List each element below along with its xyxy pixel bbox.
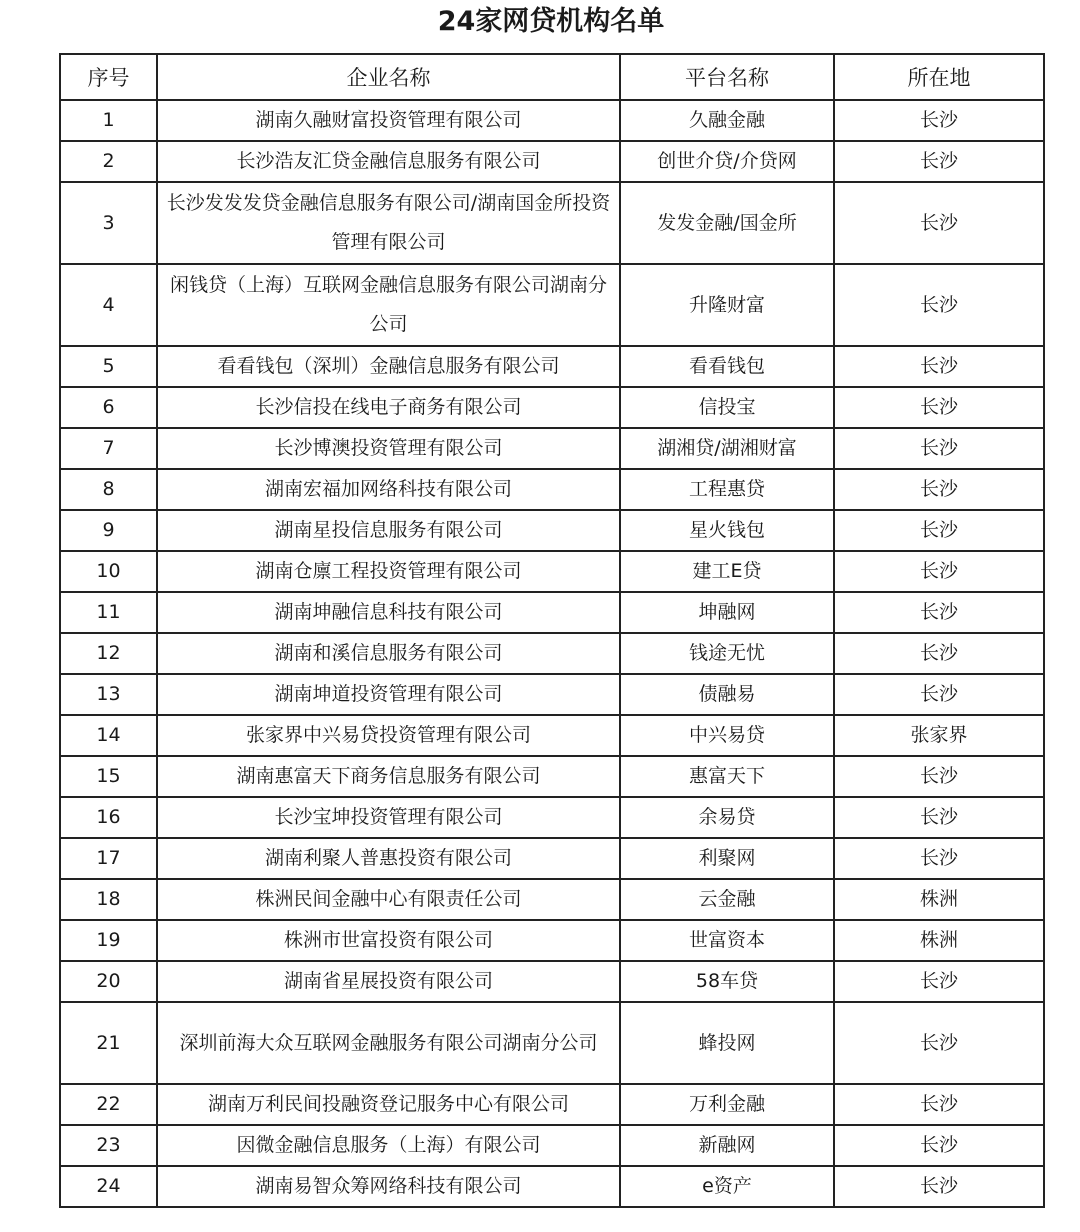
company-name-cell: 看看钱包（深圳）金融信息服务有限公司 [157,346,620,387]
platform-name-cell: 发发金融/国金所 [620,182,834,264]
institution-table [59,53,1045,1208]
location-cell: 长沙 [834,1166,1044,1207]
platform-name-cell: 债融易 [620,674,834,715]
company-name-cell: 湖南坤道投资管理有限公司 [157,674,620,715]
table-row [60,1125,1044,1166]
platform-name-cell: 新融网 [620,1125,834,1166]
location-cell: 长沙 [834,469,1044,510]
table-row [60,633,1044,674]
location-cell: 株洲 [834,879,1044,920]
company-name-cell: 湖南仓廪工程投资管理有限公司 [157,551,620,592]
company-name-cell: 湖南利聚人普惠投资有限公司 [157,838,620,879]
company-name-cell: 湖南和溪信息服务有限公司 [157,633,620,674]
table-row [60,797,1044,838]
platform-name-cell: 升隆财富 [620,264,834,346]
location-cell: 长沙 [834,346,1044,387]
serial-number-cell: 4 [60,264,157,346]
platform-name-cell: 工程惠贷 [620,469,834,510]
table-row [60,510,1044,551]
table-row [60,100,1044,141]
company-name-cell: 湖南易智众筹网络科技有限公司 [157,1166,620,1207]
serial-number-cell: 19 [60,920,157,961]
location-cell: 长沙 [834,797,1044,838]
serial-number-cell: 9 [60,510,157,551]
table-row [60,715,1044,756]
platform-name-cell: 世富资本 [620,920,834,961]
company-name-cell: 湖南宏福加网络科技有限公司 [157,469,620,510]
header-serial-number: 序号 [60,54,157,100]
table-row [60,387,1044,428]
platform-name-cell: 湖湘贷/湖湘财富 [620,428,834,469]
platform-name-cell: 看看钱包 [620,346,834,387]
location-cell: 长沙 [834,551,1044,592]
platform-name-cell: 久融金融 [620,100,834,141]
location-cell: 长沙 [834,141,1044,182]
location-cell: 长沙 [834,1002,1044,1084]
location-cell: 长沙 [834,838,1044,879]
platform-name-cell: 星火钱包 [620,510,834,551]
serial-number-cell: 8 [60,469,157,510]
company-name-cell: 长沙信投在线电子商务有限公司 [157,387,620,428]
serial-number-cell: 6 [60,387,157,428]
location-cell: 长沙 [834,387,1044,428]
company-name-cell: 长沙博澳投资管理有限公司 [157,428,620,469]
location-cell: 长沙 [834,264,1044,346]
company-name-cell: 湖南久融财富投资管理有限公司 [157,100,620,141]
platform-name-cell: 钱途无忧 [620,633,834,674]
company-name-cell: 湖南省星展投资有限公司 [157,961,620,1002]
company-name-cell: 湖南万利民间投融资登记服务中心有限公司 [157,1084,620,1125]
table-row [60,141,1044,182]
table-row [60,264,1044,346]
location-cell: 长沙 [834,510,1044,551]
table-row [60,428,1044,469]
platform-name-cell: 中兴易贷 [620,715,834,756]
serial-number-cell: 7 [60,428,157,469]
platform-name-cell: 余易贷 [620,797,834,838]
platform-name-cell: 58车贷 [620,961,834,1002]
serial-number-cell: 13 [60,674,157,715]
company-name-cell: 湖南星投信息服务有限公司 [157,510,620,551]
location-cell: 长沙 [834,428,1044,469]
platform-name-cell: 创世介贷/介贷网 [620,141,834,182]
page-title: 24家网贷机构名单 [437,6,665,37]
table-row [60,1002,1044,1084]
table-row [60,469,1044,510]
serial-number-cell: 22 [60,1084,157,1125]
table-row [60,346,1044,387]
company-name-cell: 因微金融信息服务（上海）有限公司 [157,1125,620,1166]
platform-name-cell: 惠富天下 [620,756,834,797]
location-cell: 长沙 [834,100,1044,141]
serial-number-cell: 1 [60,100,157,141]
table-row [60,838,1044,879]
company-name-cell: 深圳前海大众互联网金融服务有限公司湖南分公司 [157,1002,620,1084]
serial-number-cell: 20 [60,961,157,1002]
table-row [60,756,1044,797]
serial-number-cell: 24 [60,1166,157,1207]
location-cell: 长沙 [834,961,1044,1002]
table-row [60,592,1044,633]
location-cell: 长沙 [834,592,1044,633]
company-name-cell: 湖南惠富天下商务信息服务有限公司 [157,756,620,797]
table-row [60,182,1044,264]
table-row [60,1166,1044,1207]
serial-number-cell: 5 [60,346,157,387]
table-row [60,920,1044,961]
serial-number-cell: 16 [60,797,157,838]
header-company-name: 企业名称 [157,54,620,100]
table-row [60,961,1044,1002]
table-row [60,879,1044,920]
platform-name-cell: 建工E贷 [620,551,834,592]
header-location: 所在地 [834,54,1044,100]
company-name-cell: 株洲市世富投资有限公司 [157,920,620,961]
platform-name-cell: 利聚网 [620,838,834,879]
company-name-cell: 长沙浩友汇贷金融信息服务有限公司 [157,141,620,182]
company-name-cell: 长沙发发发贷金融信息服务有限公司/湖南国金所投资管理有限公司 [157,182,620,264]
location-cell: 长沙 [834,674,1044,715]
serial-number-cell: 10 [60,551,157,592]
company-name-cell: 长沙宝坤投资管理有限公司 [157,797,620,838]
platform-name-cell: 万利金融 [620,1084,834,1125]
location-cell: 长沙 [834,756,1044,797]
table-row [60,551,1044,592]
table-header-row [60,54,1044,100]
location-cell: 株洲 [834,920,1044,961]
company-name-cell: 张家界中兴易贷投资管理有限公司 [157,715,620,756]
table-row [60,1084,1044,1125]
company-name-cell: 闲钱贷（上海）互联网金融信息服务有限公司湖南分公司 [157,264,620,346]
platform-name-cell: 蜂投网 [620,1002,834,1084]
platform-name-cell: 云金融 [620,879,834,920]
company-name-cell: 株洲民间金融中心有限责任公司 [157,879,620,920]
serial-number-cell: 23 [60,1125,157,1166]
serial-number-cell: 12 [60,633,157,674]
company-name-cell: 湖南坤融信息科技有限公司 [157,592,620,633]
platform-name-cell: 信投宝 [620,387,834,428]
location-cell: 张家界 [834,715,1044,756]
location-cell: 长沙 [834,633,1044,674]
location-cell: 长沙 [834,182,1044,264]
location-cell: 长沙 [834,1125,1044,1166]
serial-number-cell: 18 [60,879,157,920]
serial-number-cell: 21 [60,1002,157,1084]
location-cell: 长沙 [834,1084,1044,1125]
serial-number-cell: 2 [60,141,157,182]
platform-name-cell: 坤融网 [620,592,834,633]
serial-number-cell: 17 [60,838,157,879]
serial-number-cell: 14 [60,715,157,756]
serial-number-cell: 15 [60,756,157,797]
platform-name-cell: e资产 [620,1166,834,1207]
table-row [60,674,1044,715]
header-platform-name: 平台名称 [620,54,834,100]
serial-number-cell: 3 [60,182,157,264]
serial-number-cell: 11 [60,592,157,633]
